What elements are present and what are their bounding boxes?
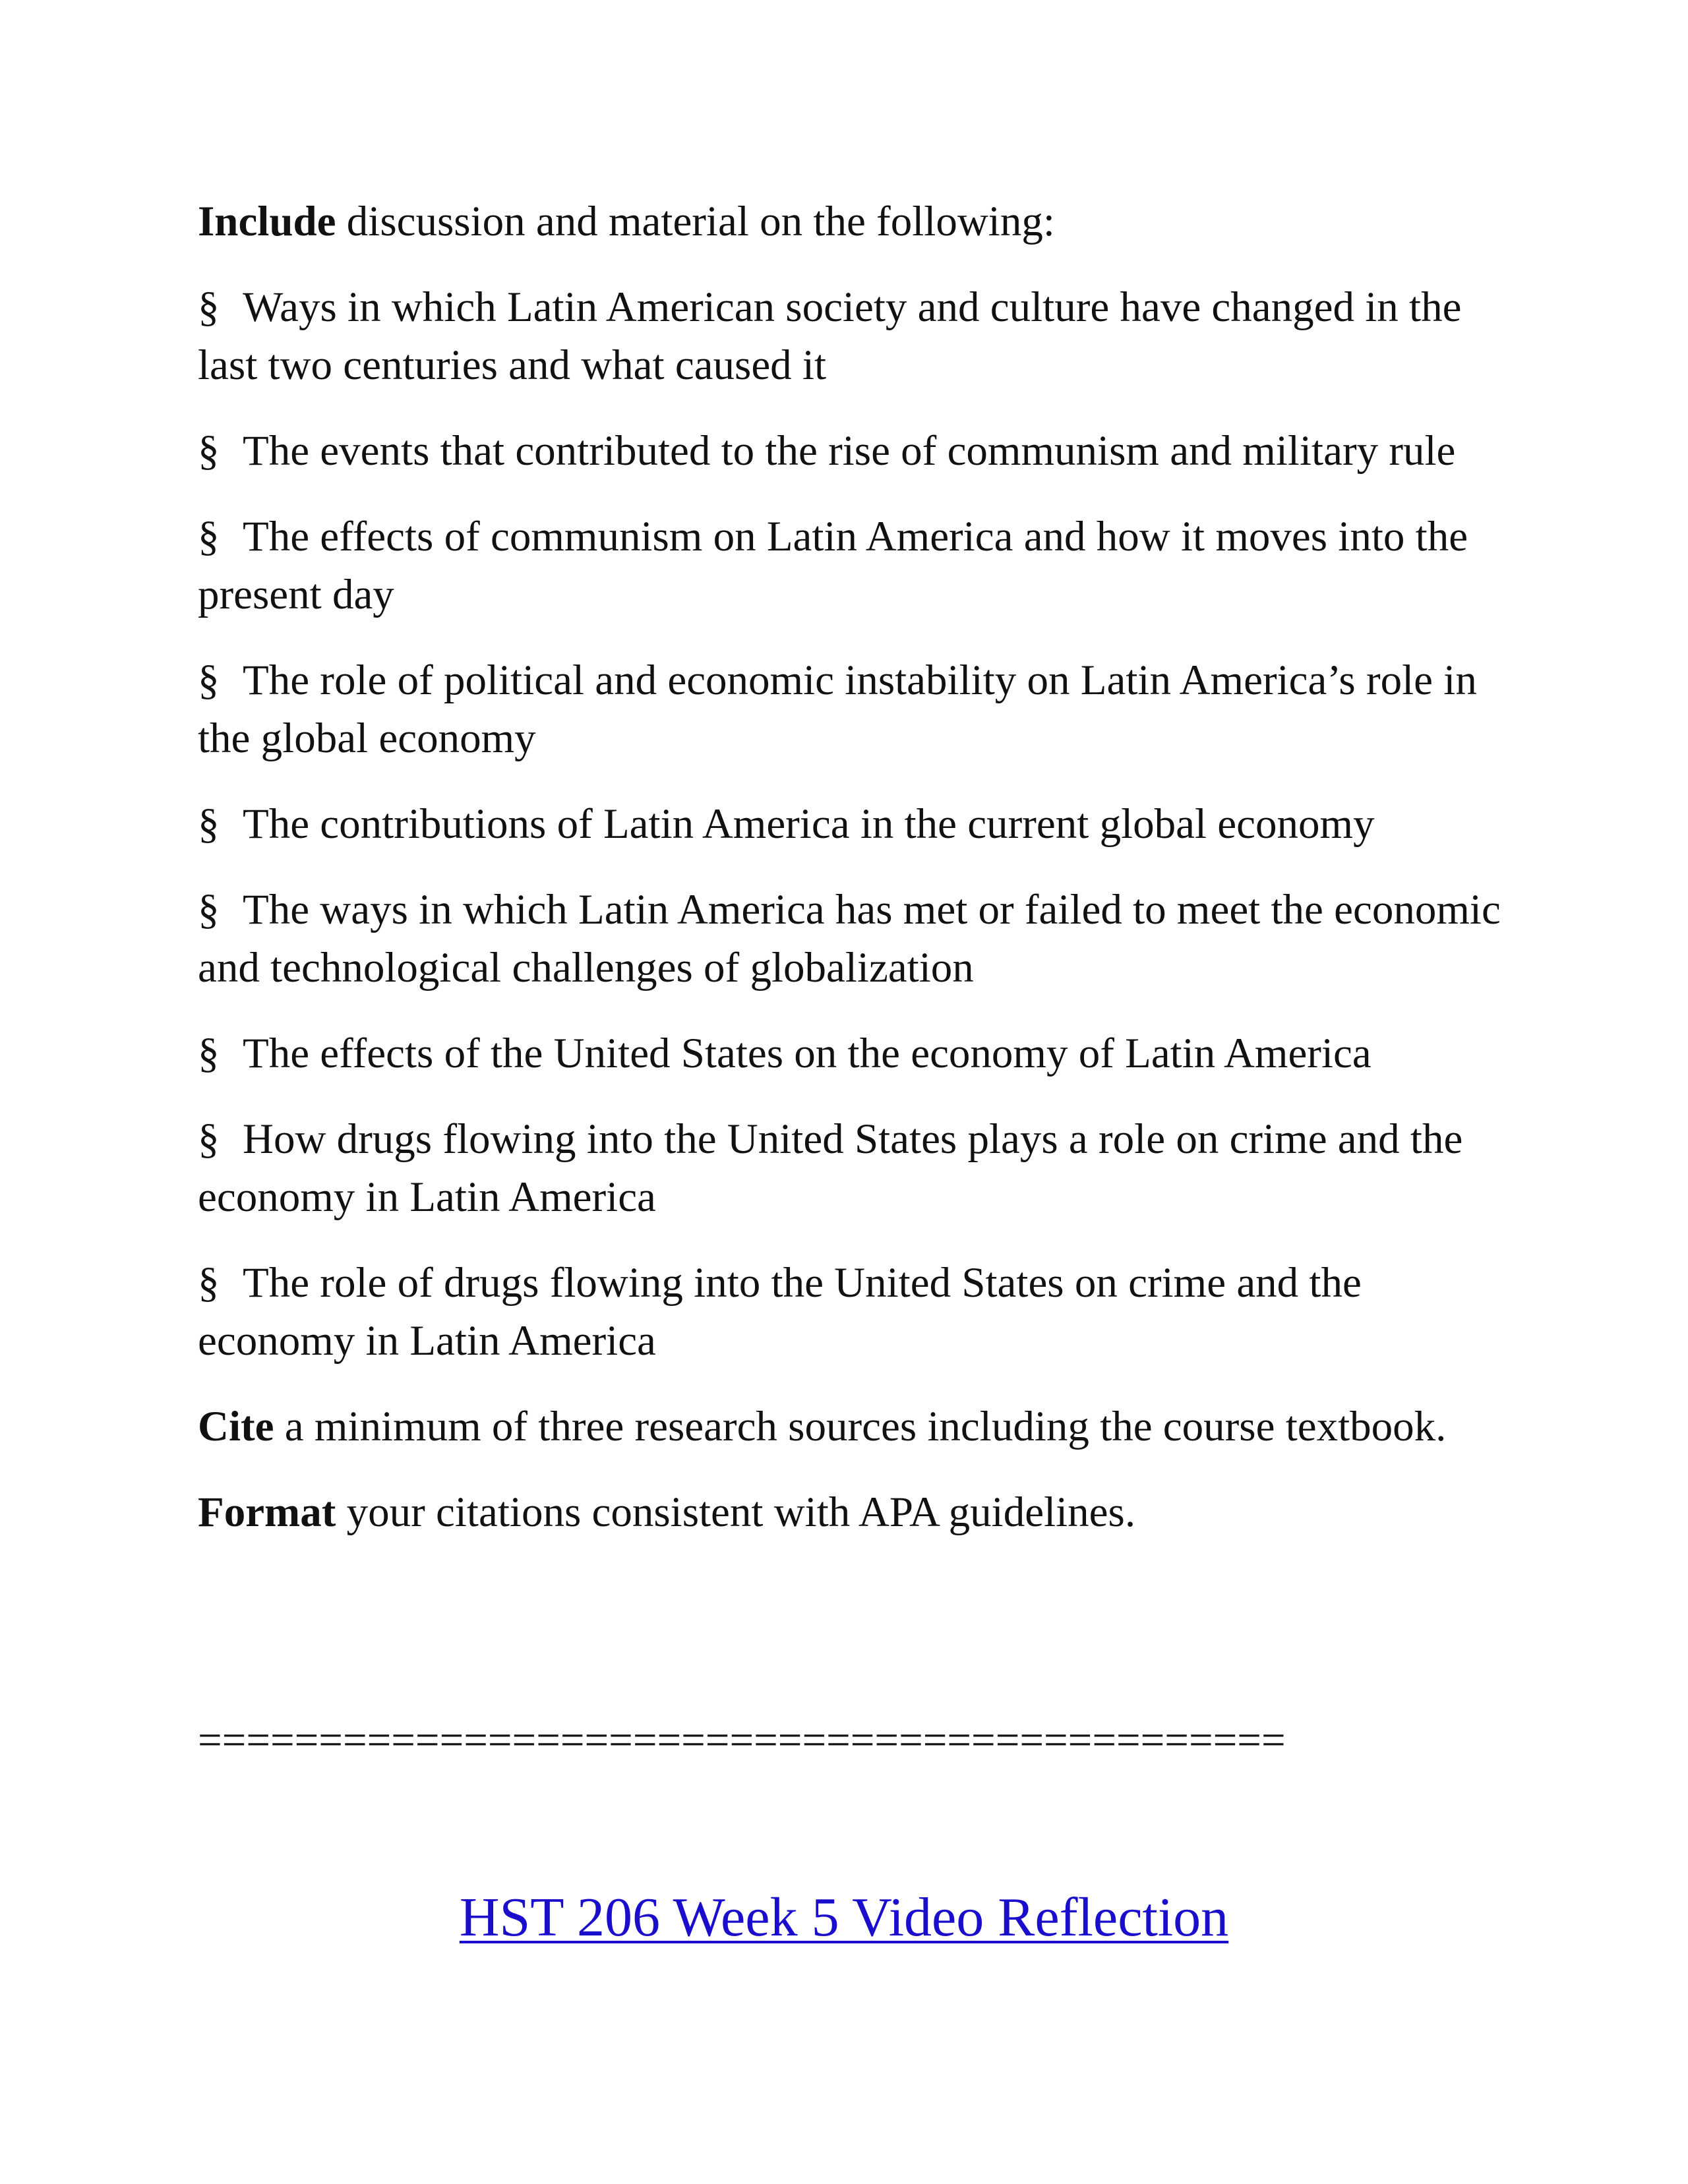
list-item [198,1110,1517,1226]
section-sign-icon: § [198,800,220,848]
cite-text: a minimum of three research sources including the course textbook. [274,1403,1447,1450]
list-item [198,422,1517,480]
list-item-text: Ways in which Latin American society and culture have changed in the last two centuries and what caused it [198,283,1462,389]
section-sign-icon: § [198,1259,220,1307]
list-item-text: The contributions of Latin America in the current global economy [243,800,1375,848]
list-item-text: How drugs flowing into the United States plays a role on crime and the economy in Latin America [198,1115,1463,1221]
format-bold-word: Format [198,1489,336,1536]
section-sign-icon: § [198,1030,220,1077]
next-document-link[interactable]: HST 206 Week 5 Video Reflection [459,1887,1229,1948]
list-item [198,651,1517,767]
list-item [198,1024,1517,1082]
format-paragraph [198,1483,1517,1541]
section-sign-icon: § [198,283,220,331]
list-item [198,1254,1517,1370]
document-body [198,192,1517,1569]
cite-bold-word: Cite [198,1403,274,1450]
intro-bold-word: Include [198,198,336,245]
section-sign-icon: § [198,427,220,475]
format-text: your citations consistent with APA guidelines. [336,1489,1136,1536]
section-sign-icon: § [198,513,220,560]
list-item [198,795,1517,853]
list-item-text: The role of political and economic instability on Latin America’s role in the global economy [198,657,1477,762]
list-item [198,278,1517,394]
list-item [198,881,1517,997]
cite-paragraph [198,1398,1517,1456]
link-container [0,1885,1688,1949]
list-item-text: The events that contributed to the rise of communism and military rule [243,427,1456,475]
list-item [198,508,1517,624]
list-item-text: The effects of communism on Latin America and how it moves into the present day [198,513,1468,618]
section-sign-icon: § [198,886,220,933]
list-item-text: The effects of the United States on the economy of Latin America [243,1030,1372,1077]
intro-text: discussion and material on the following: [336,198,1055,245]
section-sign-icon: § [198,657,220,704]
list-item-text: The role of drugs flowing into the United States on crime and the economy in Latin America [198,1259,1362,1365]
list-item-text: The ways in which Latin America has met or failed to meet the economic and technological challenges of globalization [198,886,1501,991]
separator-line: ============================================= [198,1717,1286,1764]
intro-paragraph [198,192,1517,251]
section-sign-icon: § [198,1115,220,1163]
